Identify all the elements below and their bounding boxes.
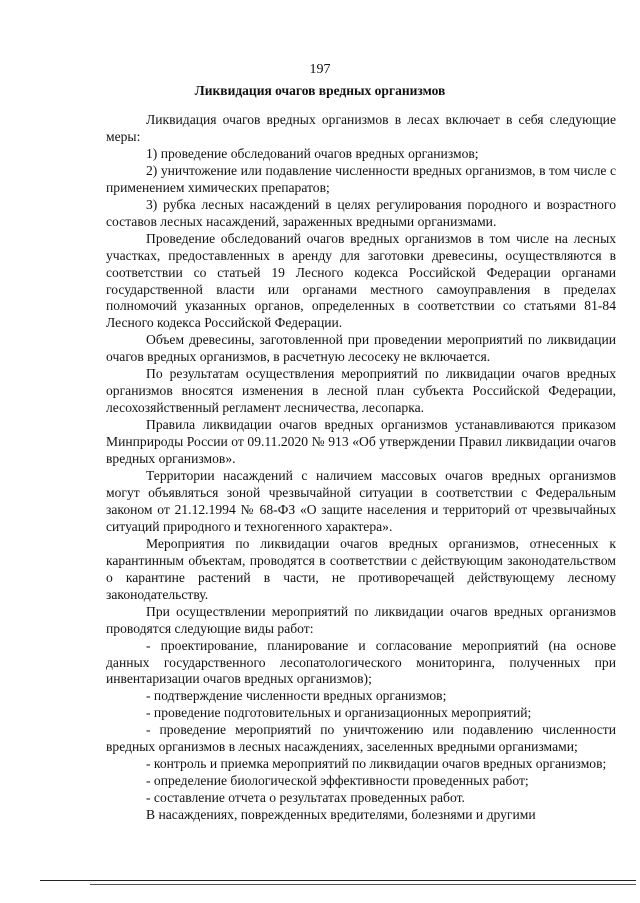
list-item-efficiency: - определение биологической эффективности проведенных работ; [146, 773, 529, 789]
paragraph-emergency-zone: Территории насаждений с наличием массовых очагов вредных организмов могут объявляться зоной чрезвычайной ситуации в соответствии с Федеральным законом от 21.12.1994 № 68-ФЗ «О защите населения и территорий от чрезвычайных ситуаций природного и техногенного характера». [106, 468, 616, 534]
body-text [106, 112, 616, 824]
list-item-control: - контроль и приемка мероприятий по ликвидации очагов вредных организмов; [146, 756, 607, 772]
paragraph-rules-order: Правила ликвидации очагов вредных организмов устанавливаются приказом Минприроды России от 09.11.2020 № 913 «Об утверждении Правил ликвидации очагов вредных организмов». [106, 417, 616, 467]
page-bottom-rule [40, 880, 636, 881]
paragraph-measure-2: 2) уничтожение или подавление численности вредных организмов, в том числе с применением химических препаратов; [106, 162, 616, 195]
paragraph-measure-1: 1) проведение обследований очагов вредных организмов; [146, 145, 479, 161]
paragraph-damaged-stands: В насаждениях, поврежденных вредителями, болезнями и другими [146, 807, 536, 823]
section-title: Ликвидация очагов вредных организмов [194, 83, 446, 98]
paragraph-wood-volume: Объем древесины, заготовленной при проведении мероприятий по ликвидации очагов вредных организмов, в расчетную лесосеку не включается. [106, 332, 616, 365]
list-item-preparation: - проведение подготовительных и организационных мероприятий; [146, 705, 532, 721]
paragraph-surveys: Проведение обследований очагов вредных организмов в том числе на лесных участках, предоставленных в аренду для заготовки древесины, осуществляются в соответствии со статьей 19 Лесного кодекса Российской Федерации органами государственной власти или органами местного самоуправления в пределах полномочий указанных органов, определенных в соответствии со статьями 81-84 Лесного кодекса Российской Федерации. [106, 230, 616, 331]
paragraph-measure-3: 3) рубка лесных насаждений в целях регулирования породного и возрастного составов лесных насаждений, зараженных вредными организмами. [106, 196, 616, 229]
list-item-report: - составление отчета о результатах проведенных работ. [146, 790, 465, 806]
list-item-design: - проектирование, планирование и согласование мероприятий (на основе данных государственного лесопатологического мониторинга, полученных при инвентаризации очагов вредных организмов); [106, 637, 616, 687]
paragraph-forest-plan: По результатам осуществления мероприятий по ликвидации очагов вредных организмов вносятся изменения в лесной план субъекта Российской Федерации, лесохозяйственный регламент лесничества, лесопарка. [106, 366, 616, 416]
paragraph-works-intro: При осуществлении мероприятий по ликвидации очагов вредных организмов проводятся следующие виды работ: [106, 603, 616, 636]
page-bottom-rule-secondary [90, 884, 636, 885]
list-item-suppression: - проведение мероприятий по уничтожению или подавлению численности вредных организмов в лесных насаждениях, заселенных вредными организмами; [106, 722, 616, 755]
paragraph-quarantine: Мероприятия по ликвидации очагов вредных организмов, отнесенных к карантинным объектам, проводятся в соответствии с действующим законодательством о карантине растений в части, не противоречащей действующему лесному законодательству. [106, 535, 616, 602]
page-number: 197 [309, 62, 331, 77]
paragraph-measures-intro: Ликвидация очагов вредных организмов в лесах включает в себя следующие меры: [106, 112, 616, 144]
list-item-confirm: - подтверждение численности вредных организмов; [146, 688, 447, 704]
